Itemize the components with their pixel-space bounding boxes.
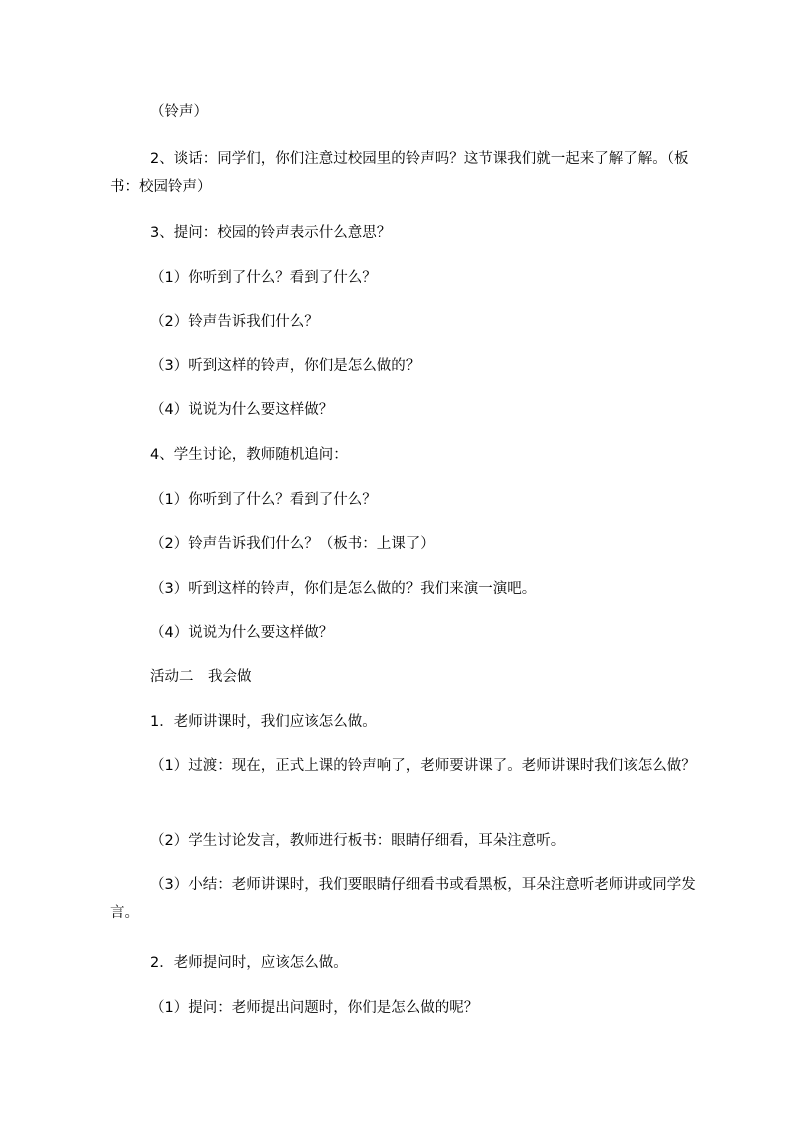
paragraph-q1: （1）你听到了什么？看到了什么？ [150, 270, 377, 286]
section-heading-activity-two: 活动二 我会做 [150, 669, 252, 685]
paragraph-bell: （铃声） [150, 104, 208, 120]
paragraph-q2: （2）铃声告诉我们什么？ [150, 314, 319, 330]
paragraph-question: 3、提问：校园的铃声表示什么意思？ [150, 225, 392, 241]
paragraph-student-discussion: （2）学生讨论发言，教师进行板书：眼睛仔细看，耳朵注意听。 [150, 833, 566, 849]
paragraph-q3: （3）听到这样的铃声，你们是怎么做的？ [150, 358, 421, 374]
paragraph-d3: （3）听到这样的铃声，你们是怎么做的？我们来演一演吧。 [150, 581, 537, 597]
paragraph-d4: （4）说说为什么要这样做？ [150, 625, 334, 641]
paragraph-q4: （4）说说为什么要这样做？ [150, 402, 334, 418]
paragraph-teacher-lecture: 1．老师讲课时，我们应该怎么做。 [150, 714, 377, 730]
paragraph-summary: （3）小结：老师讲课时，我们要眼睛仔细看书或看黑板，耳朵注意听老师讲或同学发言。 [110, 877, 696, 921]
paragraph-teacher-question: 2．老师提问时，应该怎么做。 [150, 955, 348, 971]
paragraph-d2: （2）铃声告诉我们什么？（板书：上课了） [150, 536, 435, 552]
paragraph-d1: （1）你听到了什么？看到了什么？ [150, 492, 377, 508]
paragraph-discussion: 4、学生讨论，教师随机追问： [150, 447, 348, 463]
paragraph-talk: 2、谈话：同学们，你们注意过校园里的铃声吗？这节课我们就一起来了解了解。（板书：校园铃声） [110, 151, 689, 195]
paragraph-transition: （1）过渡：现在，正式上课的铃声响了，老师要讲课了。老师讲课时我们该怎么做？ [150, 758, 696, 774]
paragraph-ask: （1）提问：老师提出问题时，你们是怎么做的呢？ [150, 1000, 479, 1016]
